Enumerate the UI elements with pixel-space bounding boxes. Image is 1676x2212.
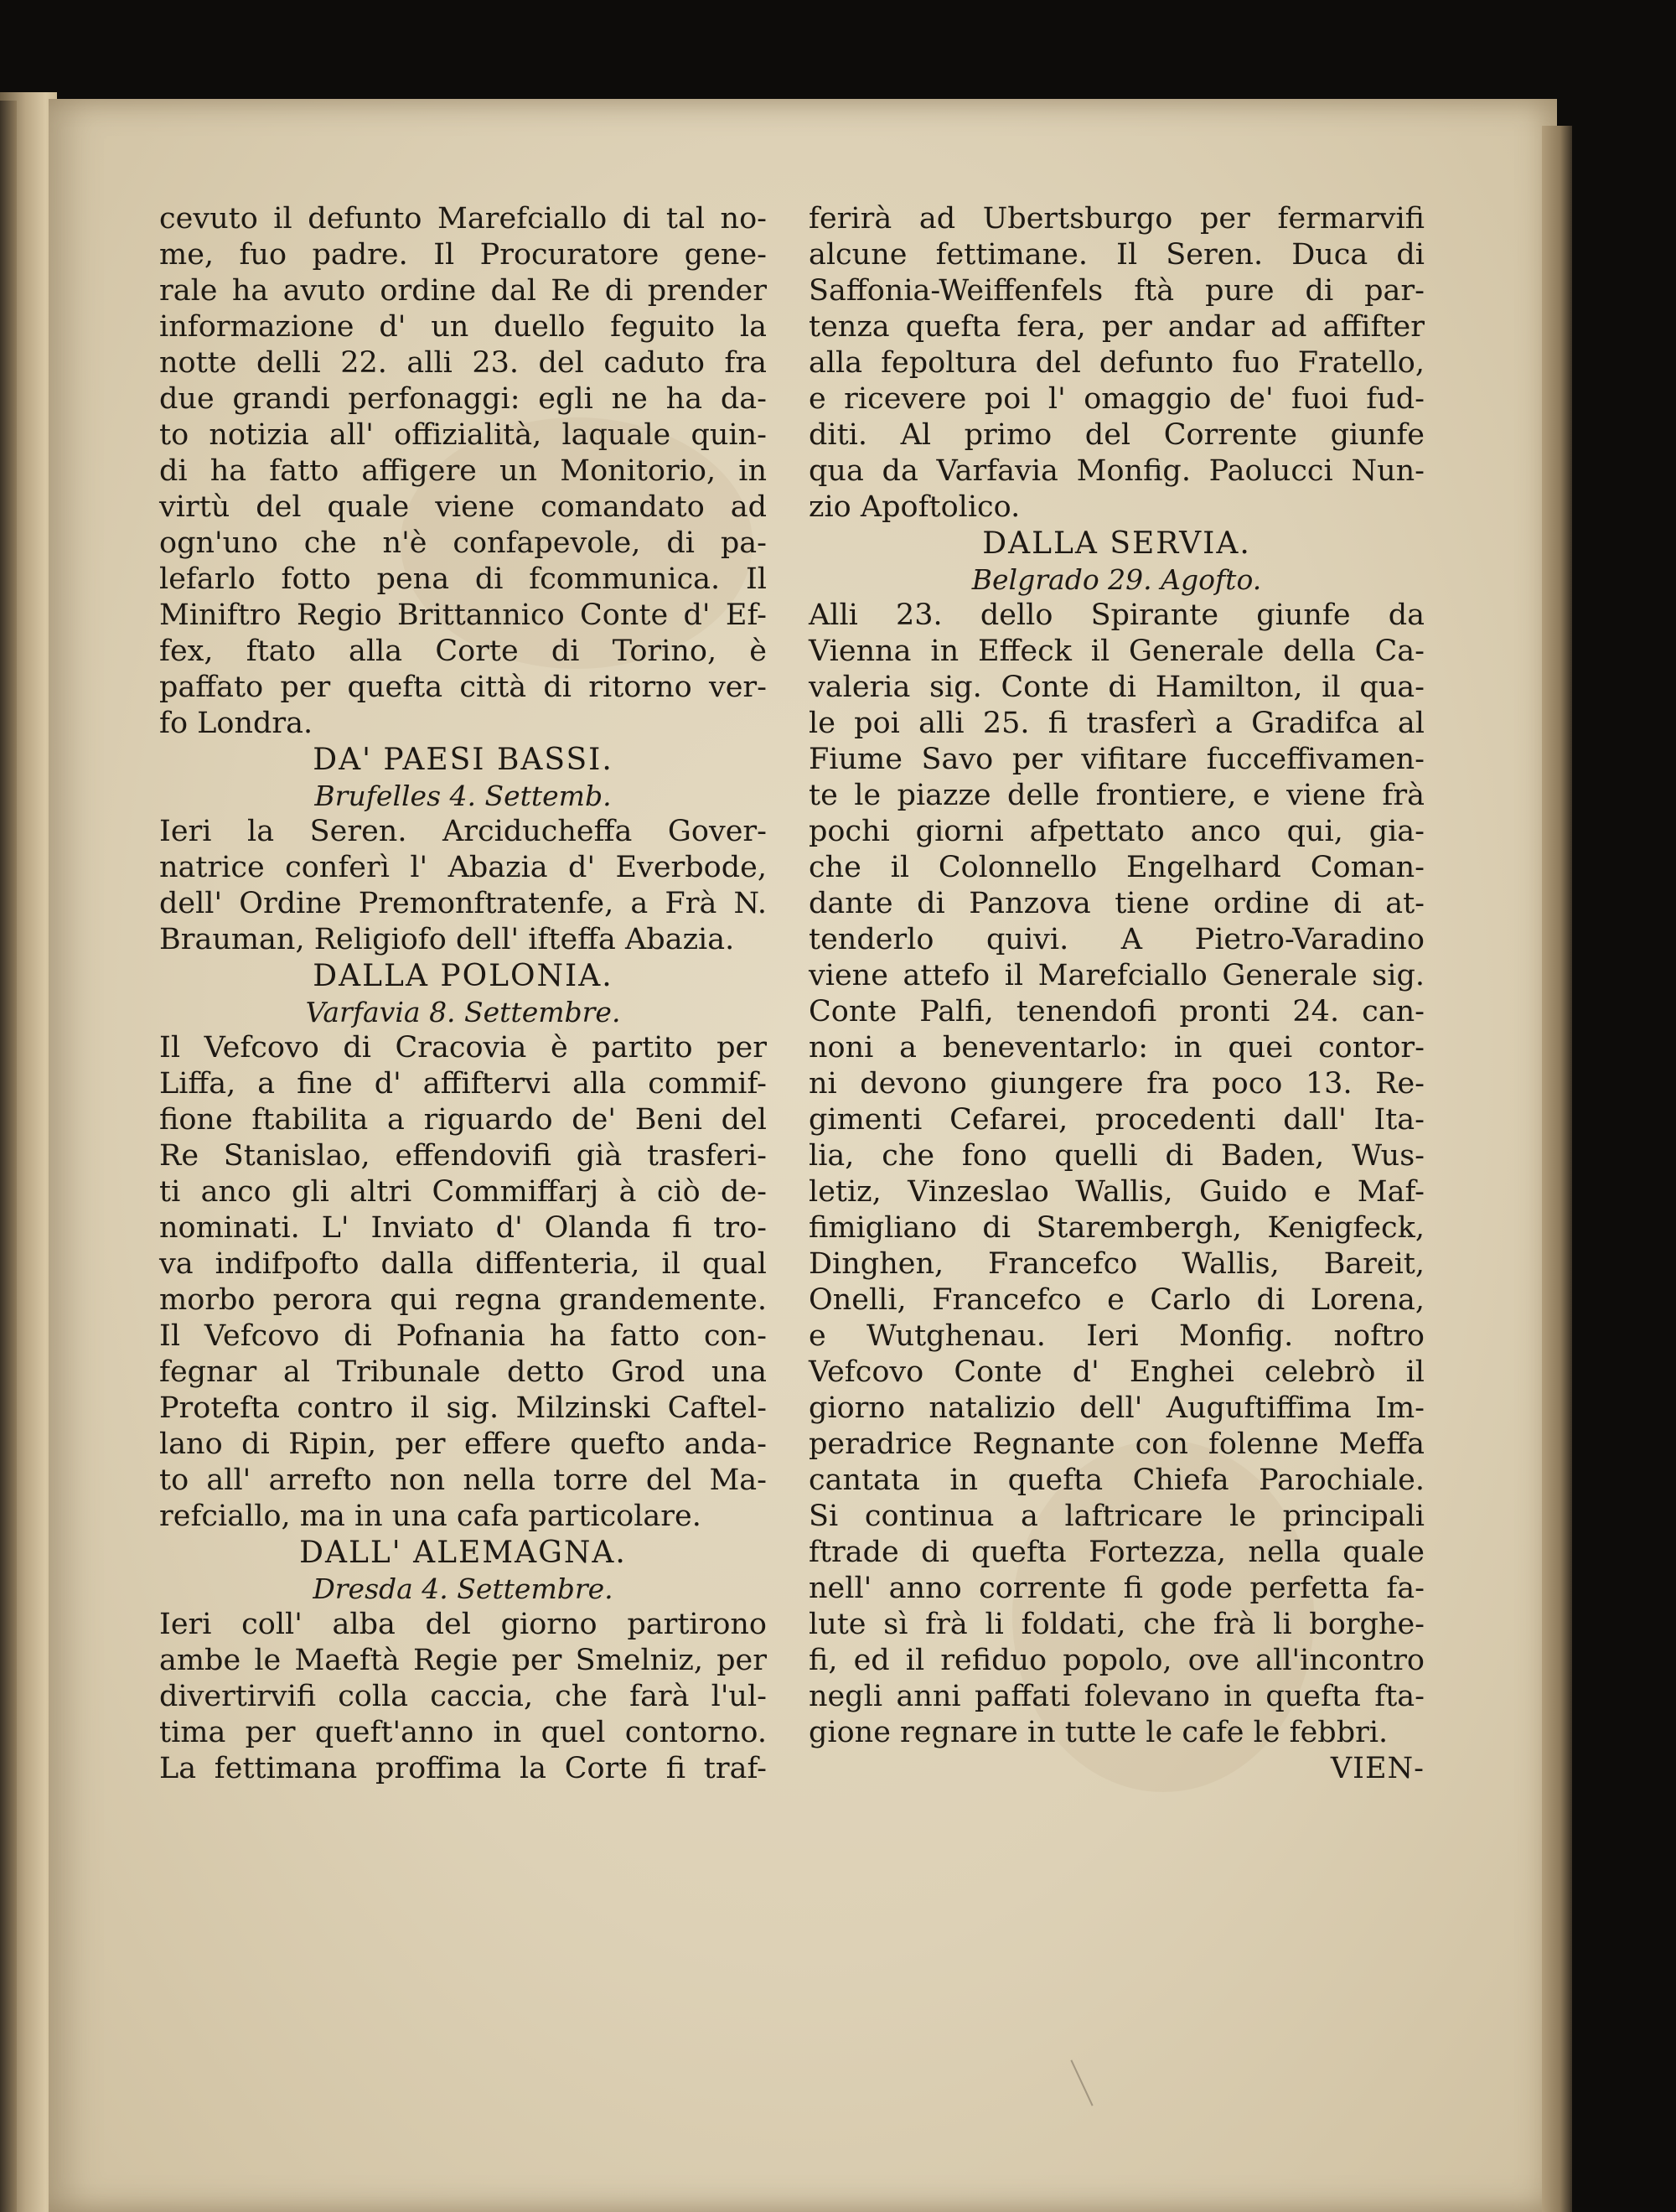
text-line: lefarlo fotto pena di fcommunica. Il [159, 562, 767, 596]
text-line: ti anco gli altri Commiffarj à ciò de- [159, 1175, 767, 1209]
text-line: pochi giorni afpettato anco qui, gia- [809, 815, 1425, 848]
dateline-varfavia: Varfavia 8. Settembre. [305, 996, 621, 1028]
text-line: ferirà ad Ubertsburgo per fermarvifi [809, 202, 1425, 236]
text-line: Dinghen, Francefco Wallis, Bareit, [809, 1247, 1425, 1281]
text-line: lute sì frà li foldati, che frà li borghe- [809, 1608, 1425, 1641]
text-line: fi, ed il refiduo popolo, ove all'incontro [809, 1644, 1425, 1677]
text-line: nell' anno corrente fi gode perfetta fa- [809, 1572, 1425, 1605]
text-line: fimigliano di Starembergh, Kenigfeck, [809, 1211, 1425, 1245]
right-paragraph-2 [809, 598, 1425, 1751]
text-line: Brauman, Religiofo dell' ifteffa Abazia. [159, 923, 735, 956]
left-paragraph-4 [159, 1607, 767, 1787]
text-line: fex, ftato alla Corte di Torino, è [159, 635, 767, 668]
text-line: Si continua a laftricare le principali [809, 1500, 1425, 1533]
text-line: peradrice Regnante con folenne Meffa [809, 1427, 1425, 1461]
text-line: nominati. L' Inviato d' Olanda fi tro- [159, 1211, 767, 1245]
text-line: Conte Palfi, tenendofi pronti 24. can- [809, 995, 1425, 1028]
text-line: valeria sig. Conte di Hamilton, il qua- [809, 671, 1425, 704]
dateline-dresda: Dresda 4. Settembre. [313, 1572, 613, 1605]
text-line: fo Londra. [159, 707, 313, 740]
text-line: Protefta contro il sig. Milzinski Caftel- [159, 1391, 767, 1425]
text-line: qua da Varfavia Monfig. Paolucci Nun- [809, 454, 1425, 488]
left-paragraph-3 [159, 1030, 767, 1535]
text-line: rale ha avuto ordine dal Re di prender [159, 274, 767, 308]
text-line: morbo perora qui regna grandemente. [159, 1283, 767, 1317]
text-line: Miniftro Regio Brittannico Conte d' Ef- [159, 598, 767, 632]
text-line: informazione d' un duello feguito la [159, 310, 767, 344]
text-line: alcune fettimane. Il Seren. Duca di [809, 238, 1425, 272]
text-line: e ricevere poi l' omaggio de' fuoi fud- [809, 382, 1425, 416]
text-line: to all' arrefto non nella torre del Ma- [159, 1463, 767, 1497]
text-line: tenza quefta fera, per andar ad affifter [809, 310, 1425, 344]
text-line: dell' Ordine Premonftratenfe, a Frà N. [159, 887, 767, 920]
text-line: ogn'uno che n'è confapevole, di pa- [159, 526, 767, 560]
text-line: fegnar al Tribunale detto Grod una [159, 1355, 767, 1389]
text-line: giorno natalizio dell' Auguftiffima Im- [809, 1391, 1425, 1425]
text-line: to notizia all' offizialità, laquale quin- [159, 418, 767, 452]
text-line: zio Apoftolico. [809, 490, 1021, 524]
dateline-brufelles: Brufelles 4. Settemb. [314, 780, 612, 812]
text-line: dante di Panzova tiene ordine di at- [809, 887, 1425, 920]
text-line: Vienna in Effeck il Generale della Ca- [809, 635, 1425, 668]
book-spine-shadow [0, 101, 17, 2212]
text-line: me, fuo padre. Il Procuratore gene- [159, 238, 767, 272]
left-paragraph-1 [159, 201, 767, 742]
text-line: e Wutghenau. Ieri Monfig. noftro [809, 1319, 1425, 1353]
text-line: tima per queft'anno in quel contorno. [159, 1716, 767, 1749]
text-line: cevuto il defunto Marefciallo di tal no- [159, 202, 767, 236]
text-line: ambe le Maeftà Regie per Smelniz, per [159, 1644, 767, 1677]
text-line: diti. Al primo del Corrente giunfe [809, 418, 1425, 452]
text-line: ftrade di quefta Fortezza, nella quale [809, 1536, 1425, 1569]
text-line: refciallo, ma in una cafa particolare. [159, 1500, 701, 1533]
text-line: che il Colonnello Engelhard Coman- [809, 851, 1425, 884]
right-column [809, 201, 1425, 1787]
text-line: gione regnare in tutte le cafe le febbri. [809, 1716, 1389, 1749]
left-column [159, 201, 767, 1787]
right-paragraph-1 [809, 201, 1425, 526]
text-line: viene attefo il Marefciallo Generale sig. [809, 959, 1425, 992]
text-line: fione ftabilita a riguardo de' Beni del [159, 1103, 767, 1137]
text-line: due grandi perfonaggi: egli ne ha da- [159, 382, 767, 416]
text-line: lano di Ripin, per effere quefto anda- [159, 1427, 767, 1461]
text-line: virtù del quale viene comandato ad [159, 490, 767, 524]
text-line: paffato per quefta città di ritorno ver- [159, 671, 767, 704]
catchword: VIEN- [1330, 1752, 1425, 1785]
text-line: Il Vefcovo di Cracovia è partito per [159, 1031, 767, 1065]
text-line: va indifpofto dalla diffenteria, il qual [159, 1247, 767, 1281]
text-line: Ieri la Seren. Arciducheffa Gover- [159, 815, 767, 848]
text-line: Saffonia-Weiffenfels ftà pure di par- [809, 274, 1425, 308]
text-line: alla fepoltura del defunto fuo Fratello, [809, 346, 1425, 380]
section-heading-servia: DALLA SERVIA. [982, 526, 1251, 561]
text-line: divertirvifi colla caccia, che farà l'ul- [159, 1680, 767, 1713]
text-line: te le piazze delle frontiere, e viene frà [809, 779, 1425, 812]
text-line: Onelli, Francefco e Carlo di Lorena, [809, 1283, 1425, 1317]
text-line: di ha fatto affigere un Monitorio, in [159, 454, 767, 488]
text-line: Liffa, a fine d' affiftervi alla commif- [159, 1067, 767, 1101]
text-line: gimenti Cefarei, procedenti dall' Ita- [809, 1103, 1425, 1137]
text-line: noni a beneventarlo: in quei contor- [809, 1031, 1425, 1065]
page-fore-edge [1542, 126, 1572, 2212]
text-line: Alli 23. dello Spirante giunfe da [809, 598, 1425, 632]
section-heading-alemagna: DALL' ALEMAGNA. [299, 1536, 627, 1570]
text-line: La fettimana proffima la Corte fi traf- [159, 1752, 767, 1785]
text-line: Fiume Savo per vifitare fucceffivamen- [809, 743, 1425, 776]
text-line: le poi alli 25. fi trasferì a Gradifca al [809, 707, 1425, 740]
text-line: Vefcovo Conte d' Enghei celebrò il [809, 1355, 1425, 1389]
text-line: letiz, Vinzeslao Wallis, Guido e Maf- [809, 1175, 1425, 1209]
text-line: cantata in quefta Chiefa Parochiale. [809, 1463, 1425, 1497]
section-heading-paesi-bassi: DA' PAESI BASSI. [313, 743, 613, 777]
text-line: Re Stanislao, effendovifi già trasferi- [159, 1139, 767, 1173]
text-line: lia, che fono quelli di Baden, Wus- [809, 1139, 1425, 1173]
section-heading-polonia: DALLA POLONIA. [313, 959, 613, 993]
text-line: natrice conferì l' Abazia d' Everbode, [159, 851, 767, 884]
text-line: Ieri coll' alba del giorno partirono [159, 1608, 767, 1641]
text-line: negli anni paffati folevano in quefta fta- [809, 1680, 1425, 1713]
text-line: Il Vefcovo di Pofnania ha fatto con- [159, 1319, 767, 1353]
text-line: notte delli 22. alli 23. del caduto fra [159, 346, 767, 380]
dateline-belgrado: Belgrado 29. Agofto. [971, 563, 1262, 596]
text-line: ni devono giungere fra poco 13. Re- [809, 1067, 1425, 1101]
left-paragraph-2 [159, 814, 767, 958]
text-line: tenderlo quivi. A Pietro-Varadino [809, 923, 1425, 956]
